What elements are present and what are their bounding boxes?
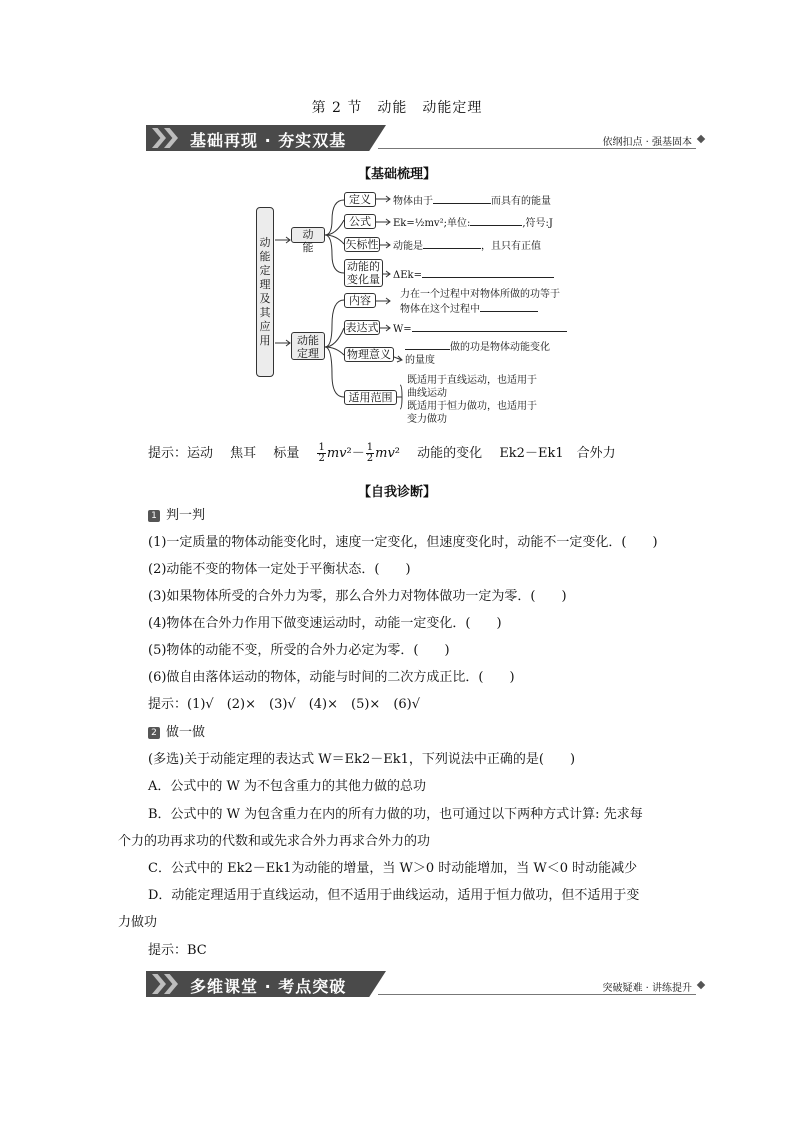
part-label: 判一判 bbox=[166, 508, 206, 523]
section-banner-basics bbox=[146, 125, 706, 151]
hint-item: 合外力 bbox=[576, 446, 616, 461]
branch-kinetic-energy: 动 能 bbox=[291, 227, 325, 243]
leaf-text: 而具有的能量 bbox=[491, 196, 551, 207]
root-node bbox=[256, 207, 274, 377]
diamond-icon bbox=[697, 981, 705, 989]
judgement-item: (6)做自由落体运动的物体，动能与时间的二次方成正比．( ) bbox=[148, 670, 515, 685]
leaf-text: 力在一个过程中对物体所做的功等于 bbox=[400, 289, 560, 300]
root-label: 动能定理及其应用 bbox=[259, 236, 271, 347]
leaf-text: W= bbox=[393, 324, 412, 335]
fraction-half: $\frac{1}{2}$ bbox=[318, 442, 325, 464]
leaf-text: 曲线运动 bbox=[407, 388, 447, 399]
node-content: 内容 bbox=[344, 293, 376, 308]
node-meaning: 物理意义 bbox=[344, 347, 394, 362]
leaf-content bbox=[400, 288, 560, 316]
leaf-text: ΔEk= bbox=[393, 270, 422, 281]
concept-map bbox=[250, 185, 580, 425]
banner-subtitle: 依纲扣点 · 强基固本 bbox=[602, 137, 692, 148]
number-badge: 1 bbox=[148, 510, 160, 522]
leaf-definition bbox=[393, 193, 551, 208]
leaf-scope bbox=[407, 374, 537, 426]
option-b: B．公式中的 W 为包含重力在内的所有力做的功，也可通过以下两种方式计算: 先求每 bbox=[148, 807, 643, 822]
part-do-heading bbox=[148, 724, 205, 742]
leaf-text: ;单位: bbox=[443, 218, 471, 229]
leaf-meaning bbox=[405, 339, 550, 367]
leaf-text: 变力做功 bbox=[407, 414, 447, 425]
hint-item: 运动 bbox=[187, 446, 214, 461]
judgement-item: (5)物体的动能不变，所受的合外力必定为零．( ) bbox=[148, 643, 450, 658]
option-d: D．动能定理适用于直线运动，但不适用于曲线运动，适用于恒力做功，但不适用于变 bbox=[148, 888, 640, 903]
section-heading: 【基础梳理】 bbox=[357, 167, 436, 182]
leaf-text: 做的功是物体动能变化 bbox=[450, 342, 550, 353]
node-formula: 公式 bbox=[344, 214, 376, 229]
judgement-item: (2)动能不变的物体一定处于平衡状态．( ) bbox=[148, 562, 411, 577]
leaf-text: 的量度 bbox=[405, 355, 435, 366]
formula: ½mv² bbox=[414, 218, 444, 229]
hint-prefix: 提示： bbox=[148, 446, 188, 461]
option-c: C．公式中的 Ek2－Ek1为动能的增量，当 W＞0 时动能增加，当 W＜0 时动能减少 bbox=[148, 861, 638, 876]
branch-kinetic-theorem: 动能定理 bbox=[291, 332, 325, 360]
blank bbox=[433, 193, 491, 204]
part-judge-heading bbox=[148, 507, 205, 525]
leaf-text: Ek= bbox=[393, 218, 415, 229]
leaf-formula bbox=[393, 215, 553, 230]
fraction-half: $\frac{1}{2}$ bbox=[366, 442, 374, 464]
banner-divider bbox=[378, 148, 696, 149]
leaf-text: 物体在这个过程中 bbox=[400, 304, 480, 315]
diamond-icon bbox=[697, 135, 705, 143]
section-heading: 【自我诊断】 bbox=[357, 485, 436, 500]
leaf-text: ，且只有正值 bbox=[481, 241, 541, 252]
question-stem: (多选)关于动能定理的表达式 W＝Ek2－Ek1，下列说法中正确的是( ) bbox=[148, 752, 576, 767]
judgement-item: (1)一定质量的物体动能变化时，速度一定变化，但速度变化时，动能不一定变化．( ) bbox=[148, 535, 658, 550]
leaf-expression bbox=[393, 321, 567, 336]
leaf-ek-change bbox=[393, 267, 554, 282]
blank bbox=[423, 238, 481, 249]
leaf-text: ,符号:J bbox=[522, 218, 553, 229]
banner-divider bbox=[378, 994, 696, 995]
leaf-text: 动能是 bbox=[393, 241, 423, 252]
section-banner-classroom bbox=[146, 971, 706, 997]
banner-title: 多维课堂 · 考点突破 bbox=[190, 977, 347, 996]
judgement-item: (4)物体在合外力作用下做变速运动时，动能一定变化．( ) bbox=[148, 616, 502, 631]
option-d-cont: 力做功 bbox=[118, 915, 158, 930]
hint-answers-2: 提示：(1)√ (2)× (3)√ (4)× (5)× (6)√ bbox=[148, 697, 421, 712]
node-scope: 适用范围 bbox=[344, 390, 397, 405]
leaf-text: 既适用于直线运动，也适用于 bbox=[407, 375, 537, 386]
node-ek-change: 动能的变化量 bbox=[344, 259, 383, 287]
leaf-text: 物体由于 bbox=[393, 196, 433, 207]
part-label: 做一做 bbox=[166, 725, 206, 740]
blank bbox=[480, 301, 538, 312]
banner-title: 基础再现 · 夯实双基 bbox=[190, 131, 347, 150]
option-a: A．公式中的 W 为不包含重力的其他力做的总功 bbox=[148, 779, 427, 794]
hint-item: Ek2－Ek1 bbox=[499, 446, 564, 461]
hint-item: 标量 bbox=[273, 446, 300, 461]
banner-subtitle: 突破疑难 · 讲练提升 bbox=[602, 983, 692, 994]
hint-answers-1: 提示：运动 焦耳 标量 $\frac{1}{2}$ mv²－ $\frac{1}{2}$ mv² 动能的变化 Ek2－Ek1 合外力 bbox=[148, 442, 616, 464]
node-expression: 表达式 bbox=[345, 321, 379, 334]
leaf-scalar bbox=[393, 238, 541, 253]
page-title: 第 2 节 动能 动能定理 bbox=[311, 100, 483, 116]
blank bbox=[470, 215, 522, 226]
judgement-item: (3)如果物体所受的合外力为零，那么合外力对物体做功一定为零．( ) bbox=[148, 589, 567, 604]
hint-item: 动能的变化 bbox=[417, 446, 483, 461]
node-definition: 定义 bbox=[344, 192, 376, 207]
node-scalar: 矢标性 bbox=[345, 238, 379, 251]
hint-item: 焦耳 bbox=[230, 446, 257, 461]
hint-answers-3: 提示：BC bbox=[148, 943, 207, 958]
blank bbox=[422, 267, 554, 278]
blank bbox=[412, 321, 567, 332]
blank bbox=[405, 339, 450, 350]
leaf-text: 既适用于恒力做功，也适用于 bbox=[407, 401, 537, 412]
number-badge: 2 bbox=[148, 727, 160, 739]
option-b-cont: 个力的功再求功的代数和或先求合外力再求合外力的功 bbox=[118, 834, 431, 849]
